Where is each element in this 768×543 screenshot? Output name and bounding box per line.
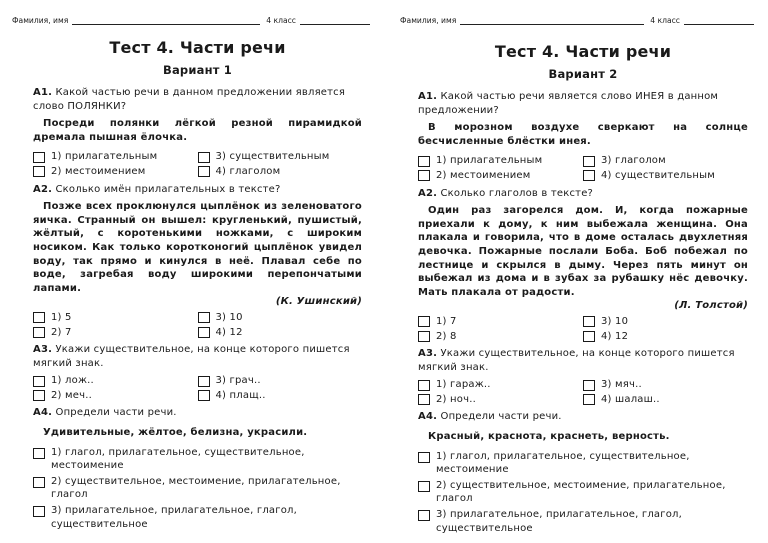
option-label: 1) глагол, прилагательное, существительное, местоимение <box>51 446 305 472</box>
question-text: Сколько имён прилагательных в тексте? <box>55 183 281 195</box>
question-text: Укажи существительное, на конце которого пишется мягкий знак. <box>33 344 350 369</box>
option-label: 1) 5 <box>51 311 72 323</box>
question-text: Какой частью речи в данном предложении является слово ПОЛЯНКИ? <box>33 87 346 112</box>
question-a3 <box>33 343 362 370</box>
word-list: Удивительные, жёлтое, белизна, украсили. <box>43 427 308 439</box>
checkbox[interactable] <box>418 170 430 181</box>
answer-option[interactable] <box>33 150 198 164</box>
answer-option[interactable] <box>198 389 363 403</box>
question-number: А3. <box>33 344 53 356</box>
checkbox[interactable] <box>583 316 595 327</box>
answer-option[interactable] <box>418 393 583 407</box>
page-header <box>12 16 370 25</box>
checkbox[interactable] <box>198 152 210 163</box>
answer-option[interactable] <box>418 508 748 535</box>
question-text: Укажи существительное, на конце которого пишется мягкий знак. <box>418 348 735 373</box>
answer-option[interactable] <box>418 450 748 477</box>
checkbox[interactable] <box>198 376 210 387</box>
checkbox[interactable] <box>33 152 45 163</box>
option-label: 1) прилагательным <box>51 151 158 163</box>
option-label: 1) глагол, прилагательное, существительное, местоимение <box>436 450 690 476</box>
question-number: А4. <box>418 411 438 423</box>
checkbox[interactable] <box>198 166 210 177</box>
option-label: 2) 7 <box>51 326 72 338</box>
checkbox[interactable] <box>418 481 430 492</box>
answer-options <box>418 154 748 182</box>
option-label: 4) существительным <box>601 169 715 181</box>
question-a3 <box>418 347 748 374</box>
checkbox[interactable] <box>418 380 430 391</box>
checkbox[interactable] <box>198 312 210 323</box>
test-title: Тест 4. Части речи <box>494 42 672 61</box>
answer-option[interactable] <box>198 326 363 340</box>
option-label: 4) плащ.. <box>215 389 266 401</box>
name-line <box>460 16 644 25</box>
answer-option[interactable] <box>198 311 363 325</box>
checkbox[interactable] <box>418 452 430 463</box>
checkbox[interactable] <box>198 327 210 338</box>
checkbox[interactable] <box>583 331 595 342</box>
option-label: 2) 8 <box>436 330 457 342</box>
passage: Позже всех проклюнулся цыплёнок из зеленоватого яичка. Странный он вышел: кругленький, пушистый, жёлтый, с коротенькими ножками, с широким носиком. Как только коротконогий цыплёнок увидел воду, так прямо и кинулся в неё. Плавал себе по воде, загребая воду широкими перепончатыми лапами. <box>33 201 362 294</box>
checkbox[interactable] <box>33 448 45 459</box>
checkbox[interactable] <box>418 331 430 342</box>
option-label: 2) меч.. <box>51 389 93 401</box>
option-label: 4) 12 <box>601 330 629 342</box>
question-number: А2. <box>33 183 53 195</box>
option-label: 2) существительное, местоимение, прилагательное, глагол <box>51 475 341 501</box>
option-label: 2) местоимением <box>436 169 531 181</box>
question-text: Определи части речи. <box>55 407 177 419</box>
option-label: 3) 10 <box>601 315 629 327</box>
class-line <box>684 16 754 25</box>
question-number: А1. <box>418 91 438 102</box>
checkbox[interactable] <box>583 170 595 181</box>
checkbox[interactable] <box>418 394 430 405</box>
class-label: 4 класс <box>266 16 296 25</box>
test-page-variant-2 <box>388 0 768 543</box>
option-label: 2) ноч.. <box>436 393 476 405</box>
question-a1 <box>418 90 748 117</box>
answer-option[interactable] <box>583 169 748 183</box>
answer-option[interactable] <box>33 389 198 403</box>
answer-option[interactable] <box>198 374 363 388</box>
word-list: Красный, краснота, краснеть, верность. <box>428 431 670 443</box>
checkbox[interactable] <box>33 506 45 517</box>
checkbox[interactable] <box>418 316 430 327</box>
answer-option[interactable] <box>418 315 583 329</box>
answer-options <box>33 446 362 532</box>
checkbox[interactable] <box>418 510 430 521</box>
option-label: 3) прилагательное, прилагательное, глагол, существительное <box>51 505 297 530</box>
variant-title: Вариант 1 <box>163 63 232 77</box>
option-label: 4) шалаш.. <box>601 393 660 405</box>
option-label: 1) прилагательным <box>436 155 543 167</box>
option-label: 3) существительным <box>215 151 330 163</box>
variant-title: Вариант 2 <box>548 67 618 81</box>
checkbox[interactable] <box>583 380 595 391</box>
answer-option[interactable] <box>418 479 748 506</box>
answer-option[interactable] <box>583 330 748 344</box>
test-title: Тест 4. Части речи <box>109 38 286 57</box>
author-credit: (Л. Толстой) <box>674 300 748 312</box>
option-label: 3) мяч.. <box>601 379 642 391</box>
answer-options <box>418 378 748 406</box>
passage: Посреди полянки лёгкой резной пирамидкой дремала пышная ёлочка. <box>33 118 362 143</box>
question-text: Сколько глаголов в тексте? <box>440 187 594 199</box>
option-label: 4) 12 <box>215 326 243 338</box>
question-number: А4. <box>33 407 53 419</box>
passage: В морозном воздухе сверкают на солнце бесчисленные блёстки инея. <box>418 122 748 147</box>
option-label: 1) лож.. <box>51 375 94 387</box>
answer-option[interactable] <box>33 504 362 531</box>
option-label: 3) прилагательное, прилагательное, глагол, существительное <box>436 509 682 534</box>
answer-option[interactable] <box>33 326 198 340</box>
answer-option[interactable] <box>33 374 198 388</box>
answer-option[interactable] <box>418 330 583 344</box>
checkbox[interactable] <box>583 394 595 405</box>
answer-option[interactable] <box>198 150 363 164</box>
option-label: 2) существительное, местоимение, прилагательное, глагол <box>436 479 726 505</box>
option-label: 3) глаголом <box>601 155 666 167</box>
page-header <box>400 16 754 25</box>
checkbox[interactable] <box>33 312 45 323</box>
answer-options <box>418 315 748 343</box>
checkbox[interactable] <box>33 376 45 387</box>
checkbox[interactable] <box>33 327 45 338</box>
question-a2 <box>33 183 362 197</box>
name-label: Фамилия, имя <box>12 16 69 25</box>
question-text: Определи части речи. <box>440 411 562 423</box>
question-a1 <box>33 86 362 113</box>
option-label: 3) 10 <box>215 311 243 323</box>
question-number: А3. <box>418 348 438 360</box>
question-a2 <box>418 187 748 201</box>
checkbox[interactable] <box>33 166 45 177</box>
option-label: 1) 7 <box>436 315 457 327</box>
question-text: Какой частью речи является слово ИНЕЯ в данном предложении? <box>418 91 719 116</box>
answer-option[interactable] <box>33 165 198 179</box>
class-line <box>300 16 370 25</box>
author-credit: (К. Ушинский) <box>275 296 362 308</box>
answer-option[interactable] <box>33 446 362 473</box>
question-number: А1. <box>33 87 53 98</box>
class-label: 4 класс <box>650 16 680 25</box>
answer-option[interactable] <box>33 475 362 502</box>
answer-option[interactable] <box>198 165 363 179</box>
checkbox[interactable] <box>33 477 45 488</box>
option-label: 2) местоимением <box>51 165 146 177</box>
answer-option[interactable] <box>583 154 748 168</box>
checkbox[interactable] <box>33 390 45 401</box>
passage: Один раз загорелся дом. И, когда пожарные приехали к дому, к ним выбежала женщина. Она плакала и говорила, что в доме осталась двухлетняя девочка. Пожарные послали Боба. Боб побежал по лестнице и скрылся в дыму. Через пять минут он выбежал из дома и в зубах за рубашку нёс девочку. Мать плакала от радости. <box>418 205 748 298</box>
option-label: 1) гараж.. <box>436 379 491 391</box>
option-label: 4) глаголом <box>215 165 281 177</box>
answer-options <box>33 311 362 339</box>
answer-option[interactable] <box>33 311 198 325</box>
question-number: А2. <box>418 187 438 199</box>
checkbox[interactable] <box>418 156 430 167</box>
question-a4 <box>33 406 362 420</box>
answer-option[interactable] <box>418 378 583 392</box>
answer-option[interactable] <box>583 315 748 329</box>
name-label: Фамилия, имя <box>400 16 457 25</box>
checkbox[interactable] <box>198 390 210 401</box>
answer-options <box>33 374 362 402</box>
answer-options <box>418 450 748 536</box>
answer-option[interactable] <box>583 378 748 392</box>
question-a4 <box>418 410 748 424</box>
answer-options <box>33 150 362 178</box>
option-label: 3) грач.. <box>215 375 261 387</box>
name-line <box>72 16 260 25</box>
answer-option[interactable] <box>583 393 748 407</box>
answer-option[interactable] <box>418 169 583 183</box>
checkbox[interactable] <box>583 156 595 167</box>
answer-option[interactable] <box>418 154 583 168</box>
